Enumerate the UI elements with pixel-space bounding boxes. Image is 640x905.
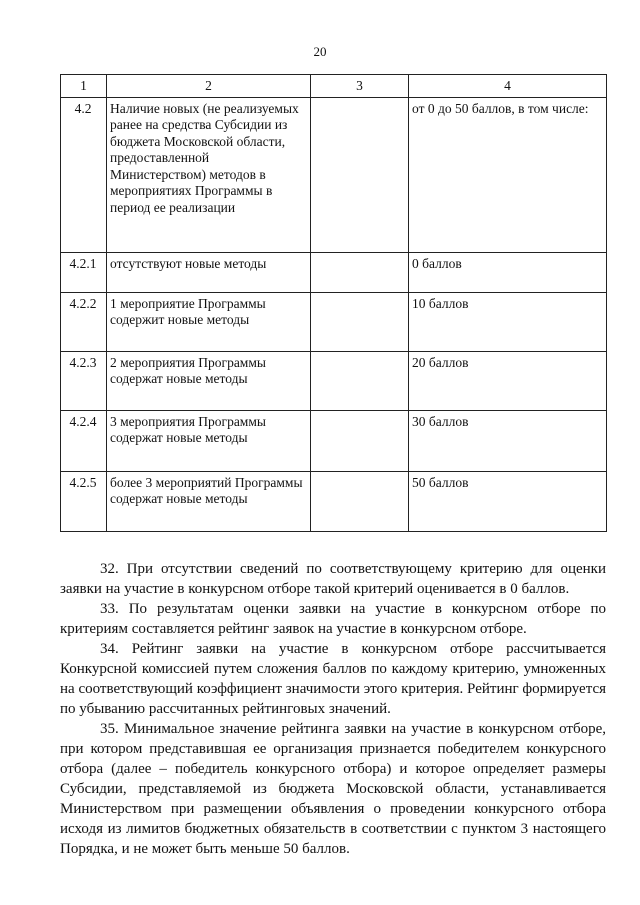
paragraph-32: 32. При отсутствии сведений по соответствующему критерию для оценки заявки на участие в конкурсном отборе такой критерий оценивается в 0 баллов. — [60, 561, 606, 597]
row-col3 — [311, 253, 409, 293]
row-criterion: 2 мероприятия Программы содержат новые методы — [107, 352, 311, 411]
header-cell: 1 — [61, 75, 107, 98]
body-text — [60, 559, 606, 859]
row-number: 4.2.2 — [61, 293, 107, 352]
row-col3 — [311, 98, 409, 253]
row-criterion: 1 мероприятие Программы содержит новые методы — [107, 293, 311, 352]
row-score: 10 баллов — [409, 293, 607, 352]
table-row — [61, 411, 607, 472]
row-criterion: более 3 мероприятий Программы содержат новые методы — [107, 472, 311, 532]
row-number: 4.2.3 — [61, 352, 107, 411]
row-score: 30 баллов — [409, 411, 607, 472]
row-score: 0 баллов — [409, 253, 607, 293]
row-number: 4.2.4 — [61, 411, 107, 472]
row-criterion: 3 мероприятия Программы содержат новые методы — [107, 411, 311, 472]
row-number: 4.2 — [61, 98, 107, 253]
table-header-row — [61, 75, 607, 98]
row-criterion: отсутствуют новые методы — [107, 253, 311, 293]
row-score: от 0 до 50 баллов, в том числе: — [409, 98, 607, 253]
page-number: 20 — [313, 44, 327, 59]
row-col3 — [311, 472, 409, 532]
paragraph-34: 34. Рейтинг заявки на участие в конкурсном отборе рассчитывается Конкурсной комиссией путем сложения баллов по каждому критерию, умноженных на соответствующий коэффициент значимости этого критерия. Рейтинг формируется по убыванию рассчитанных рейтинговых значений. — [60, 641, 606, 717]
paragraph-33: 33. По результатам оценки заявки на участие в конкурсном отборе по критериям составляется рейтинг заявок на участие в конкурсном отборе. — [60, 601, 606, 637]
table-row — [61, 352, 607, 411]
row-criterion: Наличие новых (не реализуемых ранее на средства Субсидии из бюджета Московской области, предоставленной Министерством) методов в мероприятиях Программы в период ее реализации — [107, 98, 311, 253]
row-score: 20 баллов — [409, 352, 607, 411]
header-cell: 4 — [409, 75, 607, 98]
row-score: 50 баллов — [409, 472, 607, 532]
row-number: 4.2.5 — [61, 472, 107, 532]
row-col3 — [311, 293, 409, 352]
row-number: 4.2.1 — [61, 253, 107, 293]
row-col3 — [311, 411, 409, 472]
table-row — [61, 253, 607, 293]
criteria-table — [60, 74, 607, 532]
header-cell: 3 — [311, 75, 409, 98]
row-col3 — [311, 352, 409, 411]
paragraph-35: 35. Минимальное значение рейтинга заявки на участие в конкурсном отборе, при котором представившая ее организация признается победителем конкурсного отбора (далее – победитель конкурсного отбора) и которое определяет размеры Субсидии, представляемой из бюджета Московской области, устанавливается Министерством при размещении объявления о проведении конкурсного отбора исходя из лимитов бюджетных обязательств в соответствии с пунктом 3 настоящего Порядка, и не может быть меньше 50 баллов. — [60, 721, 606, 857]
table-row — [61, 98, 607, 253]
header-cell: 2 — [107, 75, 311, 98]
table-row — [61, 293, 607, 352]
table-row — [61, 472, 607, 532]
